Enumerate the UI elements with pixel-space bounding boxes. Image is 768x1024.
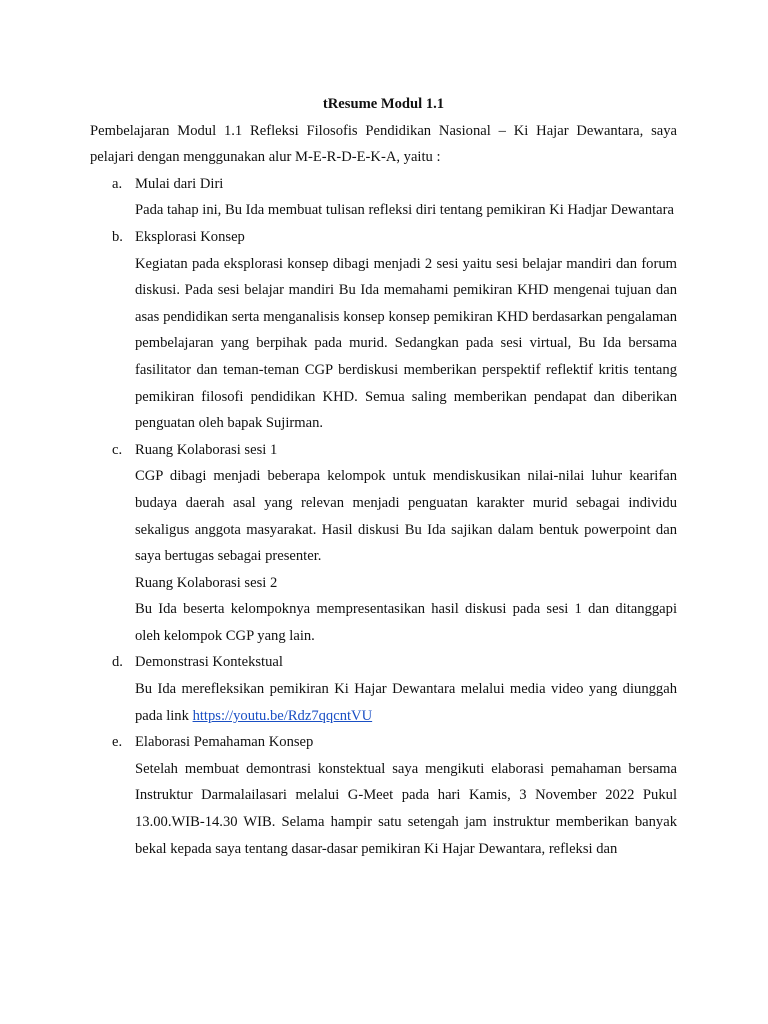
list-item-b: [90, 224, 677, 437]
item-body-with-link: [135, 676, 677, 729]
list-marker: a.: [112, 175, 123, 192]
intro-paragraph: Pembelajaran Modul 1.1 Refleksi Filosofis Pendidikan Nasional – Ki Hajar Dewantara, saya pelajari dengan menggunakan alur M-E-R-D-E-K-A, yaitu :: [90, 122, 677, 166]
document-title: tResume Modul 1.1: [322, 96, 445, 112]
item-body: Kegiatan pada eksplorasi konsep dibagi menjadi 2 sesi yaitu sesi belajar mandiri dan forum diskusi. Pada sesi belajar mandiri Bu Ida memahami pemikiran KHD mengenai tujuan dan asas pendidikan serta menganalisis konsep konsep pemikiran KHD berdasarkan pengalaman pembelajaran yang berpihak pada murid. Sedangkan pada sesi virtual, Bu Ida bersama fasilitator dan teman-teman CGP berdiskusi memberikan perspektif reflektif kritis tentang pemikiran filosofi pendidikan KHD. Semua saling memberikan pendapat dan diberikan penguatan oleh bapak Sujirman.: [135, 255, 677, 432]
list-item-a: [90, 171, 677, 224]
item-body: CGP dibagi menjadi beberapa kelompok untuk mendiskusikan nilai-nilai luhur kearifan budaya daerah asal yang relevan menjadi penguatan karakter murid sebagai individu sekaligus anggota masyarakat. Hasil diskusi Bu Ida sajikan dalam bentuk powerpoint dan saya bertugas sebagai presenter.: [135, 468, 677, 565]
item-heading: Eksplorasi Konsep: [135, 228, 245, 245]
document-page: [90, 91, 677, 862]
list-marker: c.: [112, 441, 123, 458]
item-heading: Ruang Kolaborasi sesi 1: [135, 441, 278, 458]
item-heading: Elaborasi Pemahaman Konsep: [135, 734, 314, 751]
item-body: Pada tahap ini, Bu Ida membuat tulisan refleksi diri tentang pemikiran Ki Hadjar Dewantara: [135, 202, 674, 219]
item-heading: Demonstrasi Kontekstual: [135, 654, 283, 671]
list-marker: d.: [112, 654, 123, 671]
item-subheading: Ruang Kolaborasi sesi 2: [135, 574, 278, 591]
item-body-text: Bu Ida merefleksikan pemikiran Ki Hajar Dewantara melalui media video yang diunggah pada link: [135, 681, 677, 724]
list-item-d: [90, 649, 677, 729]
list-marker: e.: [112, 734, 123, 751]
item-body-2: Bu Ida beserta kelompoknya mempresentasikan hasil diskusi pada sesi 1 dan ditanggapi oleh kelompok CGP yang lain.: [135, 601, 677, 644]
youtube-link[interactable]: https://youtu.be/Rdz7qqcntVU: [192, 707, 373, 724]
merdeka-steps-list: [90, 171, 677, 862]
item-body: Setelah membuat demontrasi konstektual saya mengikuti elaborasi pemahaman bersama Instruktur Darmalailasari melalui G-Meet pada hari Kamis, 3 November 2022 Pukul 13.00.WIB-14.30 WIB. Selama hampir satu setengah jam instruktur memberikan banyak bekal kepada saya tentang dasar-dasar pemikiran Ki Hajar Dewantara, refleksi dan: [135, 760, 677, 857]
list-item-e: [90, 729, 677, 862]
item-heading: Mulai dari Diri: [135, 175, 224, 192]
list-item-c: [90, 437, 677, 650]
list-marker: b.: [112, 228, 123, 245]
